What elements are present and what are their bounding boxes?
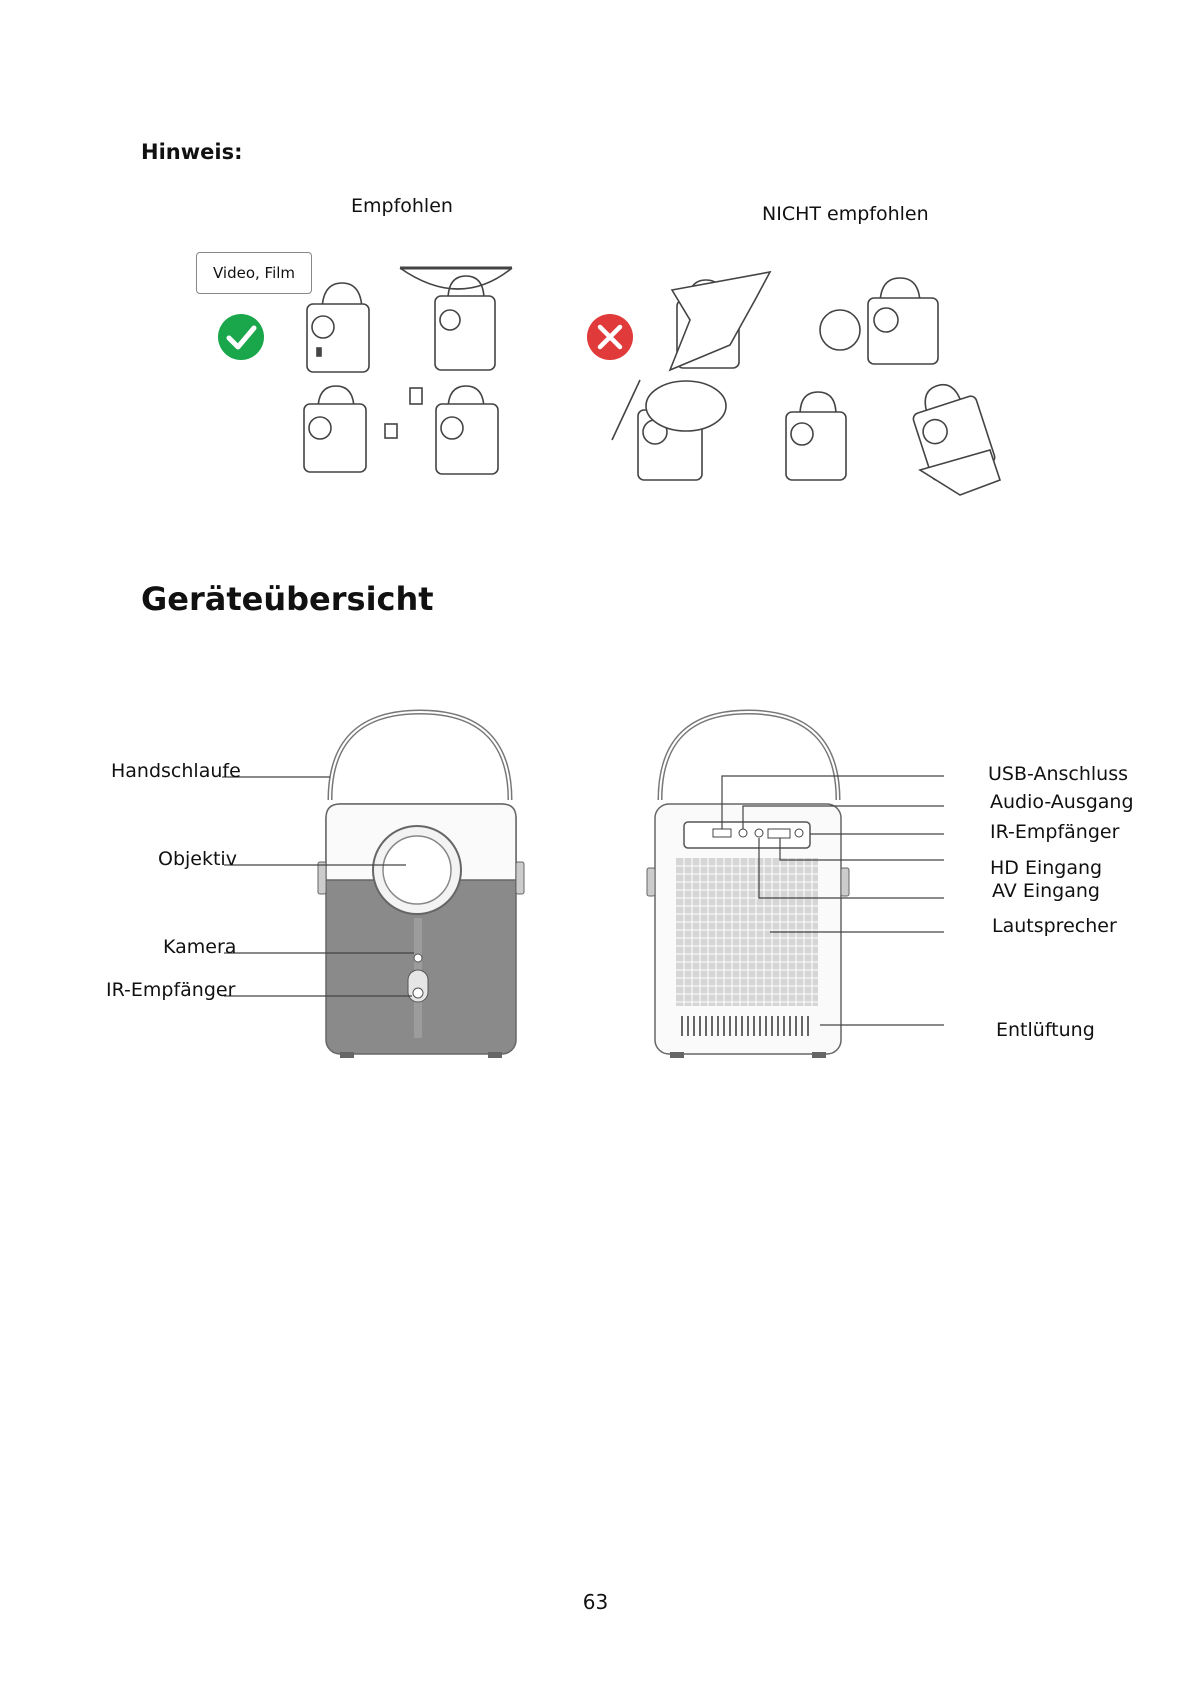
label-vent: Entlüftung bbox=[996, 1019, 1095, 1041]
page-title: Geräteübersicht bbox=[141, 580, 434, 618]
label-ir-back: IR-Empfänger bbox=[990, 821, 1120, 843]
video-film-box: Video, Film bbox=[196, 252, 312, 294]
label-hd: HD Eingang bbox=[990, 857, 1103, 879]
check-icon bbox=[218, 314, 264, 360]
label-usb: USB-Anschluss bbox=[988, 763, 1128, 785]
label-av: AV Eingang bbox=[992, 880, 1100, 902]
page-number: 63 bbox=[582, 1590, 609, 1614]
label-speaker: Lautsprecher bbox=[992, 915, 1117, 937]
label-ir-front: IR-Empfänger bbox=[106, 979, 236, 1001]
projector-sketch-icon bbox=[612, 272, 1000, 495]
recommended-label: Empfohlen bbox=[351, 195, 453, 217]
label-strap: Handschlaufe bbox=[111, 760, 241, 782]
label-lens: Objektiv bbox=[158, 848, 237, 870]
note-heading: Hinweis: bbox=[141, 140, 243, 164]
cross-icon bbox=[587, 314, 633, 360]
not-recommended-label: NICHT empfohlen bbox=[762, 203, 929, 225]
projector-sketch-icon bbox=[304, 268, 512, 474]
label-camera: Kamera bbox=[163, 936, 237, 958]
projector-back-view bbox=[647, 712, 849, 1058]
label-audio: Audio-Ausgang bbox=[990, 791, 1134, 813]
projector-front-view bbox=[318, 712, 524, 1058]
